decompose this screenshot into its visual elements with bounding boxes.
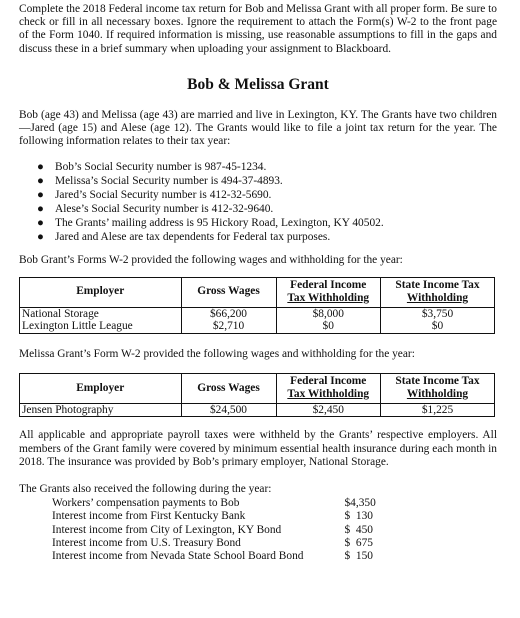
list-item: ● Melissa’s Social Security number is 494-37-4893.	[37, 175, 283, 188]
table-row	[52, 537, 376, 550]
column-header-state: State Income Tax Withholding	[381, 277, 495, 307]
column-header-federal: Federal Income Tax Withholding	[276, 373, 381, 403]
employer-cell: Lexington Little League	[20, 320, 182, 333]
table-row	[20, 307, 495, 320]
column-header-employer: Employer	[20, 373, 182, 403]
federal-cell: $2,450	[276, 403, 381, 417]
bullet-icon: ●	[37, 175, 44, 188]
bullet-icon: ●	[37, 161, 44, 174]
table-row	[52, 550, 376, 563]
wages-cell: $66,200	[181, 307, 276, 320]
list-item: ● The Grants’ mailing address is 95 Hickory Road, Lexington, KY 40502.	[37, 217, 384, 230]
income-label: Interest income from City of Lexington, KY Bond	[52, 523, 282, 536]
list-item: ● Jared and Alese are tax dependents for Federal tax purposes.	[37, 231, 331, 244]
income-amount: $ 130	[344, 510, 373, 523]
income-label: Interest income from U.S. Treasury Bond	[52, 537, 241, 550]
table-row	[52, 510, 376, 523]
list-item: ● Bob’s Social Security number is 987-45-1234.	[37, 161, 267, 174]
column-header-gross-wages: Gross Wages	[181, 373, 276, 403]
page-title: Bob & Melissa Grant	[187, 75, 329, 93]
income-label: Workers’ compensation payments to Bob	[52, 497, 240, 510]
bullet-icon: ●	[37, 231, 44, 244]
table-header-row	[20, 373, 495, 403]
employer-cell: Jensen Photography	[20, 403, 182, 417]
state-cell: $1,225	[381, 403, 495, 417]
table-header-row	[20, 277, 495, 307]
bullet-icon: ●	[37, 217, 44, 230]
facts-list	[19, 160, 497, 244]
state-cell: $3,750	[381, 307, 495, 320]
melissa-w2-lead: Melissa Grant’s Form W-2 provided the following wages and withholding for the year:	[19, 347, 415, 360]
assignment-page	[19, 3, 497, 564]
column-header-gross-wages: Gross Wages	[181, 277, 276, 307]
instructions-paragraph: Complete the 2018 Federal income tax return for Bob and Melissa Grant with all proper form. Be sure to check or fill in all necessary boxes. Ignore the requirement to attach the Form(s) W-2 to the front page of the Form 1040. If required information is missing, use reasonable assumptions to fill in the gaps and discuss these in a brief summary when uploading your assignment to Blackboard.	[19, 3, 497, 55]
family-description: Bob (age 43) and Melissa (age 43) are married and live in Lexington, KY. The Grants have two children—Jared (age 15) and Alese (age 12). The Grants would like to file a joint tax return for the year. The following information relates to their tax year:	[19, 108, 497, 148]
column-header-employer: Employer	[20, 277, 182, 307]
melissa-w2-table	[19, 373, 495, 418]
state-cell: $0	[381, 320, 495, 333]
income-amount: $4,350	[344, 497, 376, 510]
column-header-federal: Federal Income Tax Withholding	[276, 277, 381, 307]
table-row	[20, 403, 495, 417]
income-amount: $ 450	[344, 523, 373, 536]
bullet-icon: ●	[37, 203, 44, 216]
federal-cell: $0	[276, 320, 381, 333]
table-row	[52, 524, 376, 537]
other-income-lead: The Grants also received the following during the year:	[19, 482, 272, 495]
income-label: Interest income from Nevada State School Board Bond	[52, 550, 304, 563]
bob-w2-lead: Bob Grant’s Forms W-2 provided the following wages and withholding for the year:	[19, 254, 403, 267]
list-item: ● Alese’s Social Security number is 412-32-9640.	[37, 203, 274, 216]
income-amount: $ 150	[344, 550, 373, 563]
wages-cell: $24,500	[181, 403, 276, 417]
column-header-state: State Income Tax Withholding	[381, 373, 495, 403]
income-amount: $ 675	[344, 537, 373, 550]
bob-w2-table	[19, 277, 495, 334]
wages-cell: $2,710	[181, 320, 276, 333]
federal-cell: $8,000	[276, 307, 381, 320]
table-row	[20, 320, 495, 333]
payroll-note: All applicable and appropriate payroll taxes were withheld by the Grants’ respective employers. All members of the Grant family were covered by minimum essential health insurance during each month in 2018. The insurance was provided by Bob’s primary employer, National Storage.	[19, 429, 497, 468]
income-label: Interest income from First Kentucky Bank	[52, 510, 246, 523]
table-row	[52, 497, 376, 510]
employer-cell: National Storage	[20, 307, 182, 320]
other-income-table	[52, 497, 376, 563]
bullet-icon: ●	[37, 189, 44, 202]
list-item: ● Jared’s Social Security number is 412-32-5690.	[37, 189, 272, 202]
